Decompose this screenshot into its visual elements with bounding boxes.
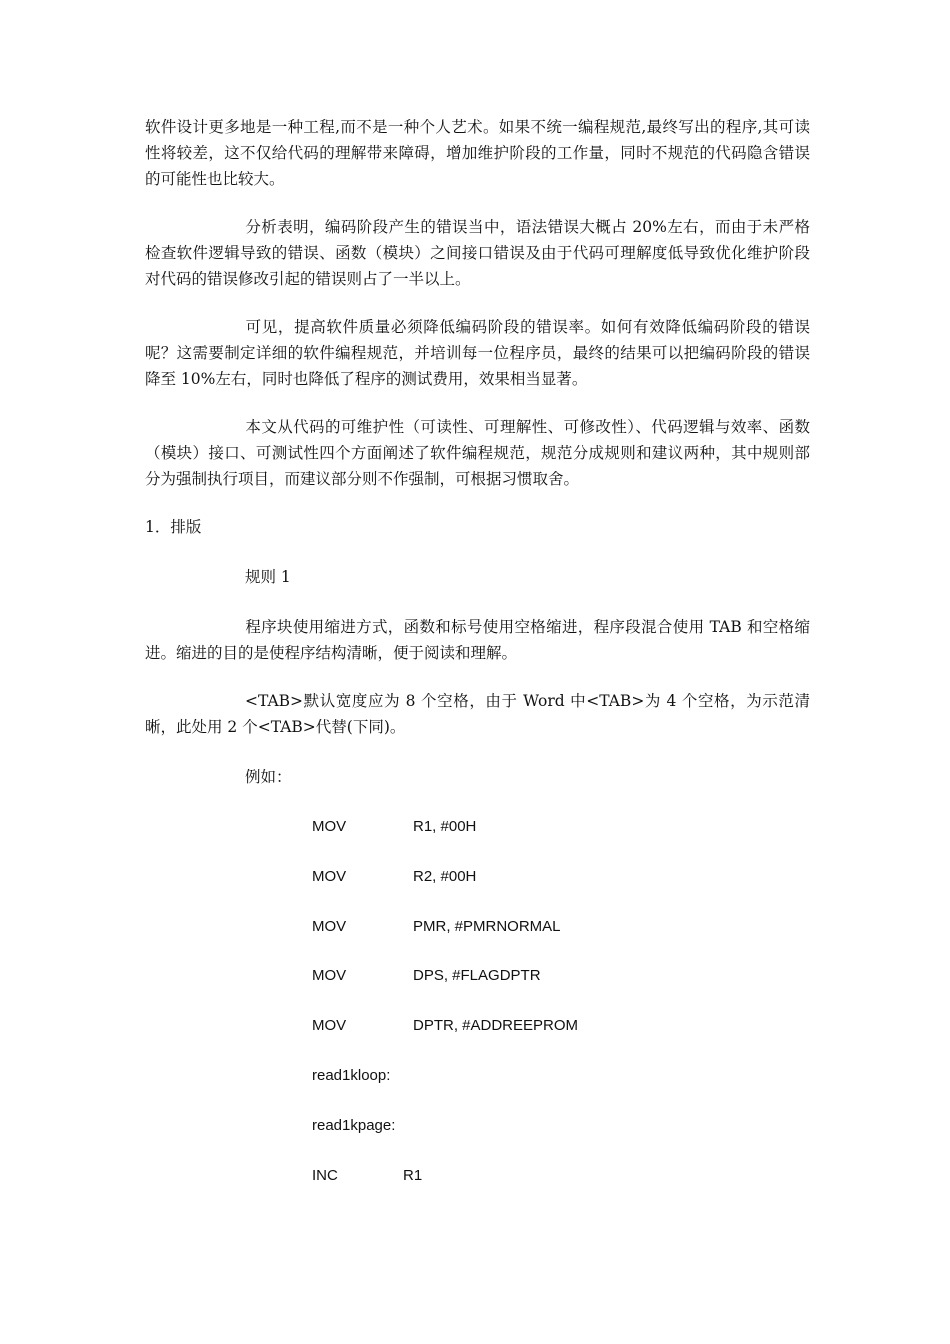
code-label: read1kpage:: [312, 1117, 396, 1134]
code-opcode: MOV: [312, 918, 347, 935]
code-line: [312, 816, 477, 838]
paragraph-intro: 软件设计更多地是一种工程,而不是一种个人艺术。如果不统一编程规范,最终写出的程序,其可读性将较差，这不仅给代码的理解带来障碍，增加维护阶段的工作量，同时不规范的代码隐含错误的可能性也比较大。: [145, 118, 810, 188]
code-opcode: MOV: [312, 1017, 347, 1034]
paragraph-conclusion: 可见，提高软件质量必须降低编码阶段的错误率。如何有效降低编码阶段的错误呢？这需要制定详细的软件编程规范，并培训每一位程序员，最终的结果可以把编码阶段的错误降至 10%左右，同时也降低了程序的测试费用，效果相当显著。: [145, 318, 810, 388]
paragraph-scope: 本文从代码的可维护性（可读性、可理解性、可修改性）、代码逻辑与效率、函数（模块）接口、可测试性四个方面阐述了软件编程规范，规范分成规则和建议两种，其中规则部分为强制执行项目，而建议部分则不作强制，可根据习惯取舍。: [145, 418, 810, 488]
rule-paragraph-indent: 程序块使用缩进方式，函数和标号使用空格缩进，程序段混合使用 TAB 和空格缩进。缩进的目的是使程序结构清晰，便于阅读和理解。: [145, 618, 810, 662]
code-line: [312, 866, 477, 888]
code-line: [312, 916, 561, 938]
code-operand: PMR, #PMRNORMAL: [413, 918, 561, 935]
code-operand: R1, #00H: [413, 818, 477, 835]
code-operand: R1: [403, 1167, 423, 1184]
code-line: [312, 965, 541, 987]
example-label: 例如：: [245, 768, 292, 786]
code-line: [312, 1015, 579, 1037]
code-opcode: MOV: [312, 818, 347, 835]
rule-title: 规则 1: [245, 568, 291, 586]
code-opcode: INC: [312, 1167, 338, 1184]
code-opcode: MOV: [312, 967, 347, 984]
code-operand: DPTR, #ADDREEPROM: [413, 1017, 579, 1034]
section-heading: 1．排版: [145, 518, 202, 536]
code-operand: R2, #00H: [413, 868, 477, 885]
code-line: [312, 1165, 423, 1187]
code-line: [312, 1065, 390, 1087]
rule-paragraph-tab: <TAB>默认宽度应为 8 个空格，由于 Word 中<TAB>为 4 个空格，为示范清晰，此处用 2 个<TAB>代替(下同)。: [145, 692, 810, 736]
paragraph-analysis: 分析表明，编码阶段产生的错误当中，语法错误大概占 20%左右，而由于未严格检查软件逻辑导致的错误、函数（模块）之间接口错误及由于代码可理解度低导致优化维护阶段对代码的错误修改引起的错误则占了一半以上。: [145, 218, 810, 288]
code-label: read1kloop:: [312, 1067, 391, 1084]
code-operand: DPS, #FLAGDPTR: [413, 967, 541, 984]
code-opcode: MOV: [312, 868, 347, 885]
code-line: [312, 1115, 395, 1137]
